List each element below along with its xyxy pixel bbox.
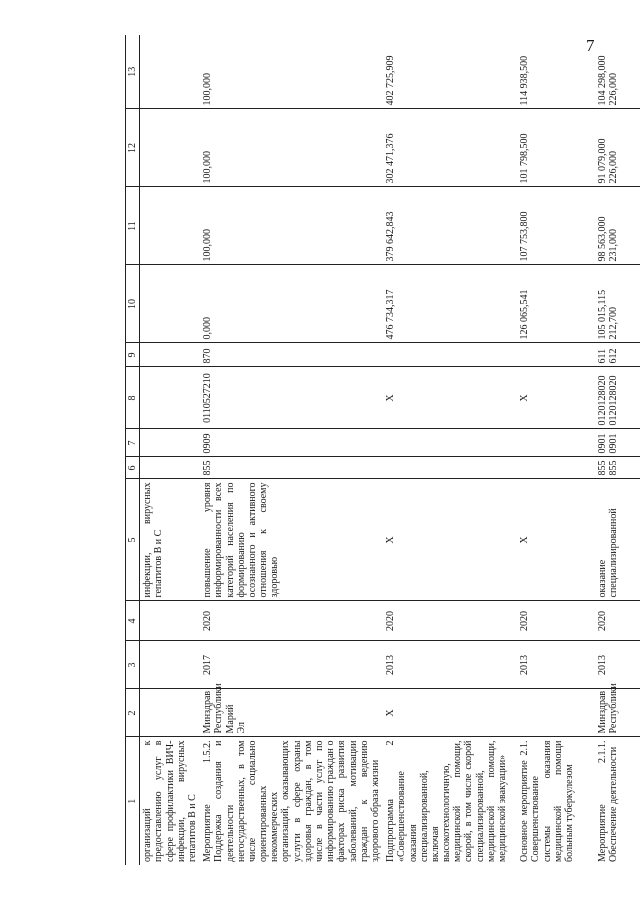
cell-grbs: 855 855 (595, 457, 640, 479)
page-number: 7 (586, 36, 595, 55)
cell-value: 476 734,317 (383, 265, 517, 343)
cell-start-year: 2013 (383, 641, 517, 689)
cell-start-year: 2013 (517, 641, 595, 689)
program-table (125, 35, 640, 865)
cell-result: оказание специализированной (595, 479, 640, 601)
cell-value: 107 753,800 (517, 187, 595, 265)
col-header: 2 (126, 689, 140, 737)
cell-csr: 0120128020 0120128020 (595, 367, 640, 429)
cell-description: Мероприятие 2.1.1. Обеспечение деятельности (597, 740, 620, 862)
cell-end-year: 2020 (595, 601, 640, 641)
cell-description: Подпрограмма 2 «Совершенствование оказания специализированной, включая высокотехнологичную, медицинской помощи, скорой, в том числе скорой специализированной, медицинской помощи, медицинской эвакуации» (385, 740, 508, 862)
cell-rzpr (383, 429, 517, 457)
col-header: 12 (126, 109, 140, 187)
cell-description: Основное мероприятие 2.1. Совершенствование системы оказания медицинской помощи больным туберкулезом (519, 740, 575, 862)
cell-value (140, 265, 200, 343)
cell-description: Мероприятие 1.5.2. Поддержка создания и деятельности негосударственных, в том числе социально ориентированных некоммерческих организаций, оказывающих услуги в сфере охраны здоровья граждан, в том числе в части услуг по информированию граждан о факторах риска развития заболеваний, мотивации граждан к ведению здорового образа жизни (202, 740, 381, 862)
cell-rzpr (517, 429, 595, 457)
cell-value: 105 015,115 212,700 (595, 265, 640, 343)
cell-end-year: 2020 (200, 601, 383, 641)
col-header: 11 (126, 187, 140, 265)
cell-executor: Х (383, 689, 517, 737)
cell-end-year (140, 601, 200, 641)
cell-value: 104 298,000 226,000 (595, 35, 640, 109)
cell-end-year: 2020 (517, 601, 595, 641)
cell-value: 98 563,000 231,000 (595, 187, 640, 265)
cell-vr: 611 612 (595, 343, 640, 367)
cell-executor (517, 689, 595, 737)
cell-vr: 870 (200, 343, 383, 367)
cell-result: Х (517, 479, 595, 601)
cell-csr: Х (383, 367, 517, 429)
col-header: 6 (126, 457, 140, 479)
table-row (595, 35, 640, 865)
col-header: 13 (126, 35, 140, 109)
cell-rzpr: 0901 0901 (595, 429, 640, 457)
cell-value: 0,000 (200, 265, 383, 343)
table-row (517, 35, 595, 865)
cell-csr: Х (517, 367, 595, 429)
col-header: 4 (126, 601, 140, 641)
cell-value: 100,000 (200, 109, 383, 187)
header-row (126, 35, 140, 865)
cell-executor (140, 689, 200, 737)
cell-value: 379 642,843 (383, 187, 517, 265)
cell-value: 91 079,000 226,000 (595, 109, 640, 187)
cell-vr (383, 343, 517, 367)
cell-rzpr: 0909 (200, 429, 383, 457)
cell-value: 302 471,376 (383, 109, 517, 187)
cell-end-year: 2020 (383, 601, 517, 641)
cell-value: 114 938,500 (517, 35, 595, 109)
cell-executor: Минздрав Республики Марий Эл (200, 689, 383, 737)
table-row (200, 35, 383, 865)
col-header: 10 (126, 265, 140, 343)
cell-result: повышение уровня информированности всех категорий населения по формированию осознанного и активного отношения к своему здоровью (200, 479, 383, 601)
cell-start-year (140, 641, 200, 689)
col-header: 3 (126, 641, 140, 689)
table-row (383, 35, 517, 865)
cell-grbs (140, 457, 200, 479)
cell-grbs (517, 457, 595, 479)
cell-rzpr (140, 429, 200, 457)
cell-start-year: 2017 (200, 641, 383, 689)
col-header: 1 (126, 737, 140, 865)
cell-value: 100,000 (200, 187, 383, 265)
col-header: 7 (126, 429, 140, 457)
cell-result: Х (383, 479, 517, 601)
cell-value: 101 798,500 (517, 109, 595, 187)
cell-start-year: 2013 (595, 641, 640, 689)
table-row (140, 35, 200, 865)
cell-grbs: 855 (200, 457, 383, 479)
cell-vr (517, 343, 595, 367)
col-header: 5 (126, 479, 140, 601)
cell-executor: Минздрав Республики (595, 689, 640, 737)
cell-vr (140, 343, 200, 367)
cell-value: 100,000 (200, 35, 383, 109)
cell-csr (140, 367, 200, 429)
rotated-table-wrapper (125, 35, 620, 865)
cell-result: инфекции, вирусных гепатитов В и С (140, 479, 200, 601)
cell-csr: 0110527210 (200, 367, 383, 429)
cell-description: организаций к предоставлению услуг в сфере профилактики ВИЧ-инфекции, вирусных гепатитов В и С (142, 740, 198, 862)
col-header: 8 (126, 367, 140, 429)
cell-value (140, 109, 200, 187)
cell-value: 126 065,541 (517, 265, 595, 343)
cell-value: 402 725,909 (383, 35, 517, 109)
cell-value (140, 187, 200, 265)
col-header: 9 (126, 343, 140, 367)
cell-grbs (383, 457, 517, 479)
cell-value (140, 35, 200, 109)
